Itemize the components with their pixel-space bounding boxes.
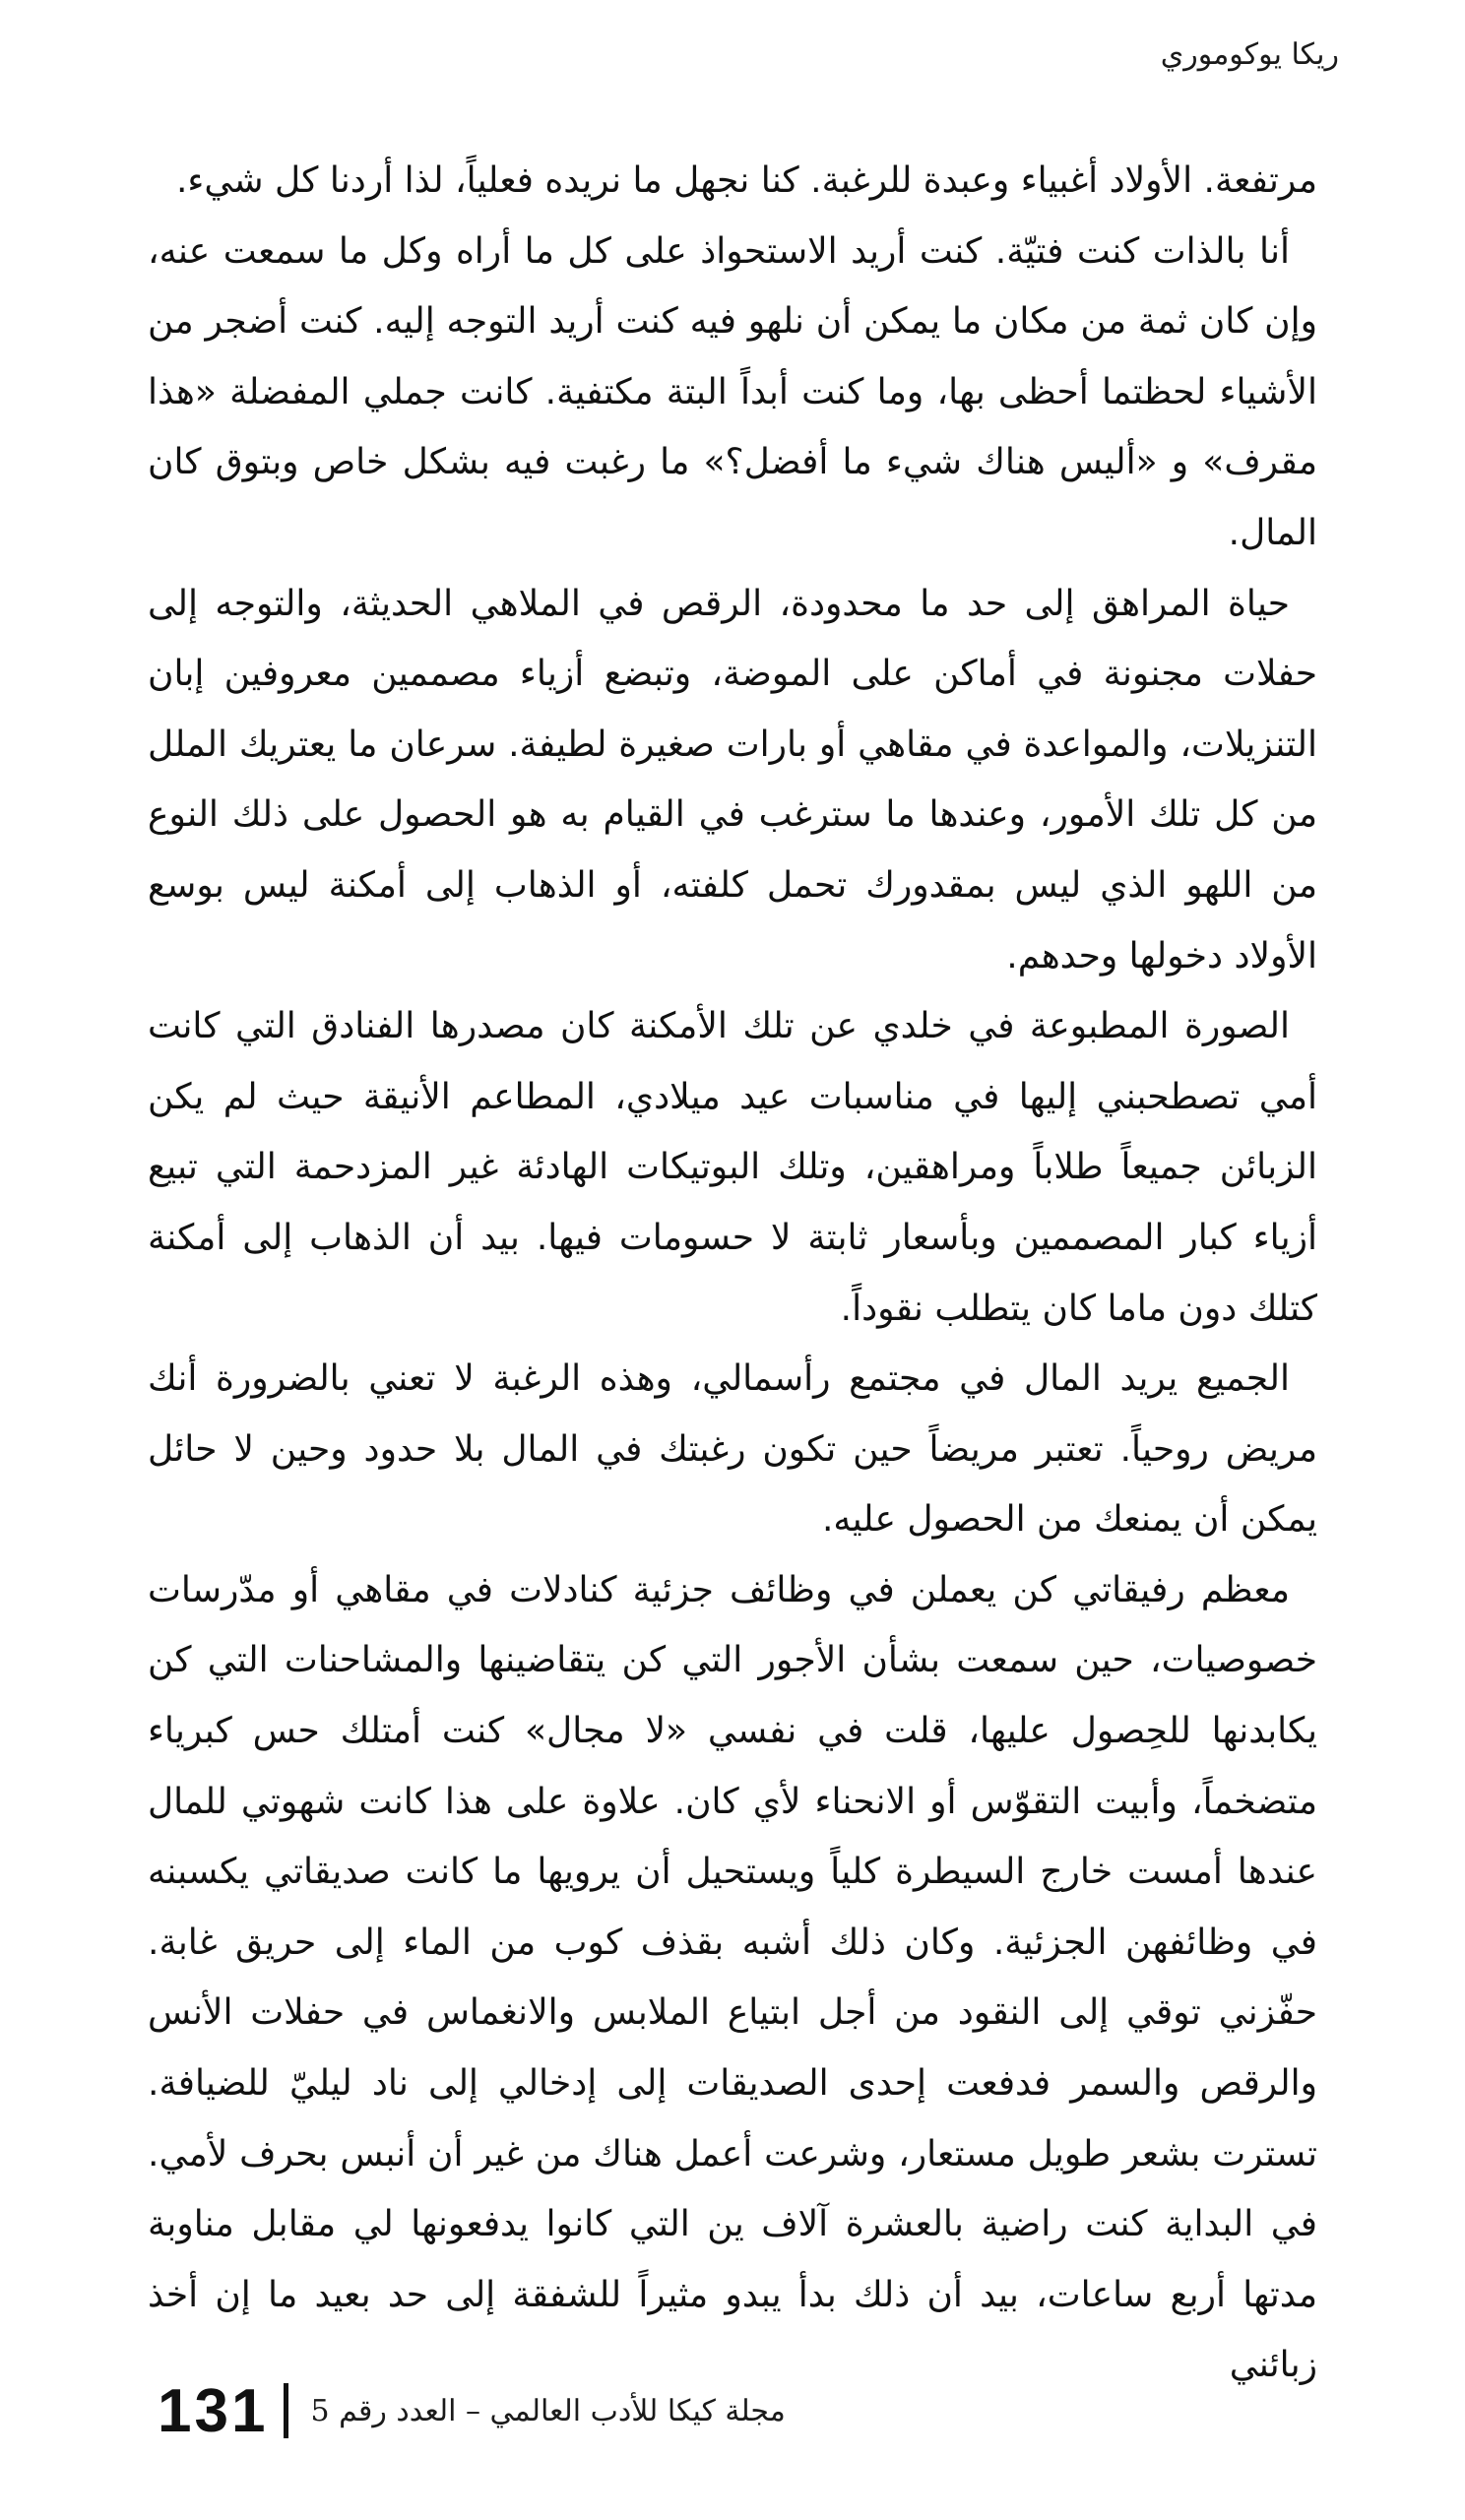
paragraph-2: أنا بالذات كنت فتيّة. كنت أريد الاستحواذ على كل ما أراه وكل ما سمعت عنه، وإن كان ثمة من مكان ما يمكن أن نلهو فيه كنت أريد التوجه إليه. كنت أضجر من الأشياء لحظتما أحظى بها، وما كنت أبداً البتة مكتفية. كانت جملي المفضلة «هذا مقرف» و «أليس هناك شيء ما أفضل؟» ما رغبت فيه بشكل خاص وبتوق كان المال. [148, 230, 1317, 553]
paragraph-4: الصورة المطبوعة في خلدي عن تلك الأمكنة كان مصدرها الفنادق التي كانت أمي تصطحبني إليها في مناسبات عيد ميلادي، المطاعم الأنيقة حيث لم يكن الزبائن جميعاً طلاباً ومراهقين، وتلك البوتيكات الهادئة غير المزدحمة التي تبيع أزياء كبار المصممين وبأسعار ثابتة لا حسومات فيها. بيد أن الذهاب إلى أمكنة كتلك دون ماما كان يتطلب نقوداً. [148, 1006, 1317, 1329]
paragraph-3: حياة المراهق إلى حد ما محدودة، الرقص في الملاهي الحديثة، والتوجه إلى حفلات مجنونة في أماكن على الموضة، وتبضع أزياء مصممين معروفين إبان التنزيلات، والمواعدة في مقاهي أو بارات صغيرة لطيفة. سرعان ما يعتريك الملل من كل تلك الأمور، وعندها ما سترغب في القيام به هو الحصول على ذلك النوع من اللهو الذي ليس بمقدورك تحمل كلفته، أو الذهاب إلى أمكنة ليس بوسع الأولاد دخولها وحدهم. [148, 583, 1317, 976]
running-head-author: ريكا يوكوموري [1160, 37, 1339, 72]
page-number: 131 [158, 2376, 269, 2445]
page-footer [158, 2376, 807, 2445]
paragraph-1: مرتفعة. الأولاد أغبياء وعبدة للرغبة. كنا نجهل ما نريده فعلياً، لذا أردنا كل شيء. [175, 160, 1317, 201]
article-body [148, 146, 1317, 2401]
paragraph-5: الجميع يريد المال في مجتمع رأسمالي، وهذه الرغبة لا تعني بالضرورة أنك مريض روحياً. تعتبر مريضاً حين تكون رغبتك في المال بلا حدود وحين لا حائل يمكن أن يمنعك من الحصول عليه. [148, 1358, 1317, 1541]
paragraph-6: معظم رفيقاتي كن يعملن في وظائف جزئية كنادلات في مقاهي أو مدّرسات خصوصيات، حين سمعت بشأن الأجور التي كن يتقاضينها والمشاحنات التي كن يكابدنها للحِصول عليها، قلت في نفسي «لا مجال» كنت أمتلك حس كبرياء متضخماً، وأبيت التقوّس أو الانحناء لأي كان. علاوة على هذا كانت شهوتي للمال عندها أمست خارج السيطرة كلياً ويستحيل أن يرويها ما كانت صديقاتي يكسبنه في وظائفهن الجزئية. وكان ذلك أشبه بقذف كوب من الماء إلى حريق غابة. حفّزني توقي إلى النقود من أجل ابتياع الملابس والانغماس في حفلات الأنس والرقص والسمر فدفعت إحدى الصديقات إلى إدخالي إلى ناد ليليّ للضيافة. تسترت بشعر طويل مستعار، وشرعت أعمل هناك من غير أن أنبس بحرف لأمي. في البداية كنت راضية بالعشرة آلاف ين التي كانوا يدفعونها لي مقابل مناوبة مدتها أربع ساعات، بيد أن ذلك بدأ يبدو مثيراً للشفقة إلى حد بعيد ما إن أخذ زبائني [148, 1569, 1317, 2386]
journal-title: مجلة كيكا للأدب العالمي – العدد رقم 5 [310, 2393, 786, 2428]
footer-divider [284, 2383, 288, 2438]
